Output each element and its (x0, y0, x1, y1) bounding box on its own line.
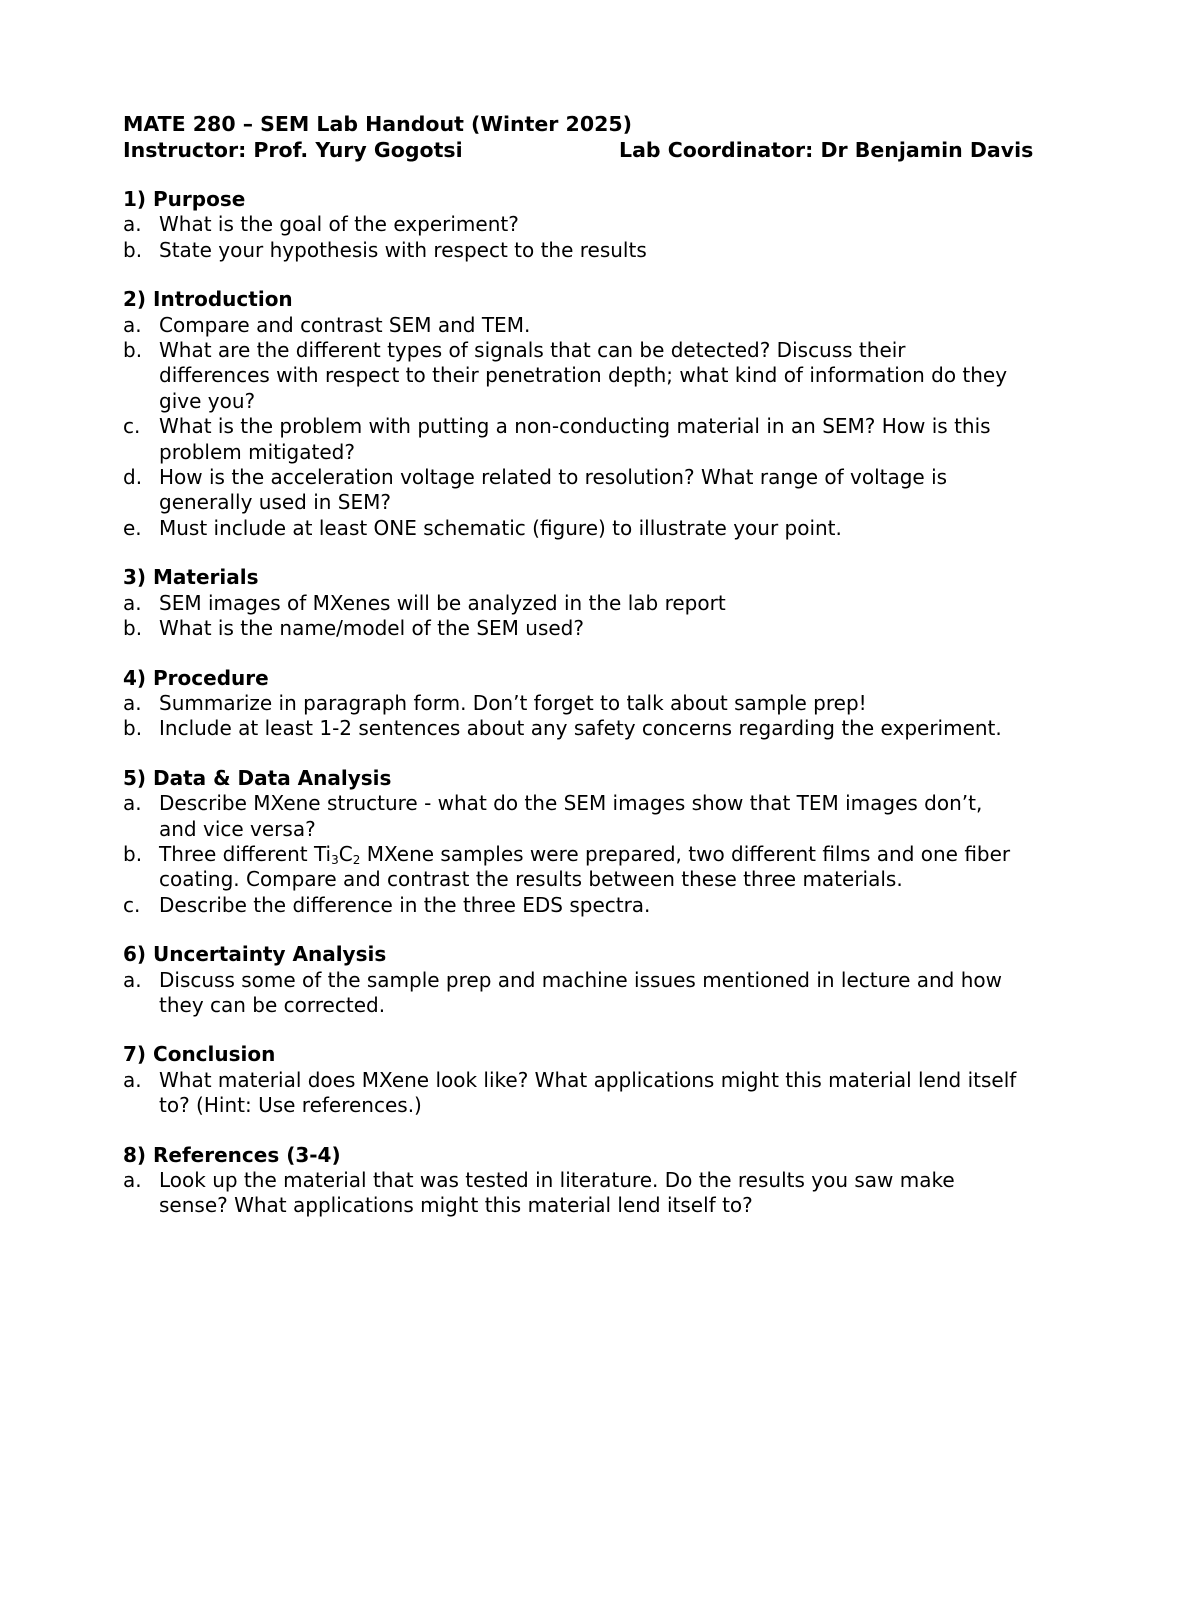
sections-list (123, 187, 1093, 1219)
list-item (123, 338, 1093, 414)
item-text-line: Compare and contrast SEM and TEM. (159, 312, 531, 337)
section (123, 565, 1093, 641)
list-marker: a. (123, 1168, 142, 1192)
list-marker: b. (123, 841, 143, 866)
list-item (123, 1168, 1093, 1219)
list-marker: e. (123, 515, 142, 540)
section (123, 942, 1093, 1018)
document-page (123, 111, 1093, 1219)
item-text-line: What are the different types of signals that can be detected? Discuss their (159, 338, 906, 363)
item-text-line: Look up the material that was tested in literature. Do the results you saw make (159, 1168, 955, 1192)
list-item (123, 791, 1093, 842)
list-item (123, 465, 1093, 516)
item-text-line: give you? (159, 388, 256, 413)
list-marker: a. (123, 312, 142, 337)
item-text-line: What is the problem with putting a non-conducting material in an SEM? How is this (159, 414, 991, 439)
item-text-line: Summarize in paragraph form. Don’t forget to talk about sample prep! (159, 690, 867, 715)
list-item (123, 1068, 1093, 1119)
section (123, 287, 1093, 541)
list-marker: a. (123, 590, 142, 615)
item-text-line: Describe the difference in the three EDS spectra. (159, 892, 651, 917)
coordinator-label: Lab Coordinator: Dr Benjamin Davis (619, 138, 1034, 162)
document-title: MATE 280 – SEM Lab Handout (Winter 2025) (123, 112, 632, 136)
section (123, 187, 1093, 263)
list-marker: a. (123, 690, 142, 715)
list-marker: c. (123, 892, 141, 917)
section-heading: 7) Conclusion (123, 1042, 276, 1067)
list-item (123, 516, 1093, 541)
section-heading: 6) Uncertainty Analysis (123, 942, 387, 967)
list-item (123, 842, 1093, 893)
list-marker: b. (123, 616, 143, 641)
section (123, 1143, 1093, 1219)
list-item (123, 238, 1093, 263)
item-text-line: Include at least 1-2 sentences about any safety concerns regarding the experiment. (159, 716, 1002, 741)
list-item (123, 414, 1093, 465)
list-item (123, 616, 1093, 641)
list-item (123, 691, 1093, 716)
staff-line (123, 137, 1093, 163)
item-text-line: differences with respect to their penetration depth; what kind of information do they (159, 363, 1008, 388)
section-heading: 1) Purpose (123, 187, 246, 211)
section (123, 1042, 1093, 1118)
item-text-line: problem mitigated? (159, 439, 355, 464)
section-heading: 3) Materials (123, 565, 259, 590)
list-marker: b. (123, 237, 143, 262)
item-text-line: What is the goal of the experiment? (159, 212, 519, 237)
list-item (123, 313, 1093, 338)
item-text-line: What material does MXene look like? What applications might this material lend itself (159, 1067, 1017, 1092)
list-item (123, 716, 1093, 741)
section-heading: 2) Introduction (123, 287, 293, 312)
list-marker: b. (123, 338, 143, 363)
list-marker: a. (123, 791, 142, 816)
item-text-line: Describe MXene structure - what do the SEM images show that TEM images don’t, (159, 791, 983, 816)
item-text-line: Discuss some of the sample prep and machine issues mentioned in lecture and how (159, 967, 1003, 992)
item-text-line: sense? What applications might this material lend itself to? (159, 1193, 753, 1218)
list-item (123, 968, 1093, 1019)
list-marker: b. (123, 716, 143, 741)
item-text-line: and vice versa? (159, 816, 316, 841)
instructor-label: Instructor: Prof. Yury Gogotsi (123, 138, 463, 162)
item-text-line: What is the name/model of the SEM used? (159, 616, 584, 641)
section-heading: 8) References (3-4) (123, 1142, 341, 1167)
list-marker: a. (123, 212, 142, 237)
list-item (123, 893, 1093, 918)
list-marker: c. (123, 414, 141, 439)
list-marker: a. (123, 967, 142, 992)
item-text-line: Must include at least ONE schematic (figure) to illustrate your point. (159, 515, 842, 540)
item-text-line: they can be corrected. (159, 992, 386, 1017)
item-text-line: State your hypothesis with respect to the results (159, 237, 647, 262)
item-text-line: Three different $Ti_3C_2$ MXene samples were prepared, two different films and one fiber (159, 841, 1011, 867)
section (123, 666, 1093, 742)
list-item (123, 212, 1093, 237)
list-marker: d. (123, 465, 143, 490)
item-text-line: coating. Compare and contrast the results between these three materials. (159, 867, 903, 892)
item-text-line: SEM images of MXenes will be analyzed in the lab report (159, 590, 726, 615)
section-heading: 5) Data & Data Analysis (123, 765, 392, 790)
list-item (123, 591, 1093, 616)
item-text-line: How is the acceleration voltage related to resolution? What range of voltage is (159, 465, 948, 490)
item-text-line: generally used in SEM? (159, 490, 392, 515)
section (123, 766, 1093, 918)
section-heading: 4) Procedure (123, 665, 269, 690)
list-marker: a. (123, 1067, 142, 1092)
item-text-line: to? (Hint: Use references.) (159, 1093, 422, 1118)
